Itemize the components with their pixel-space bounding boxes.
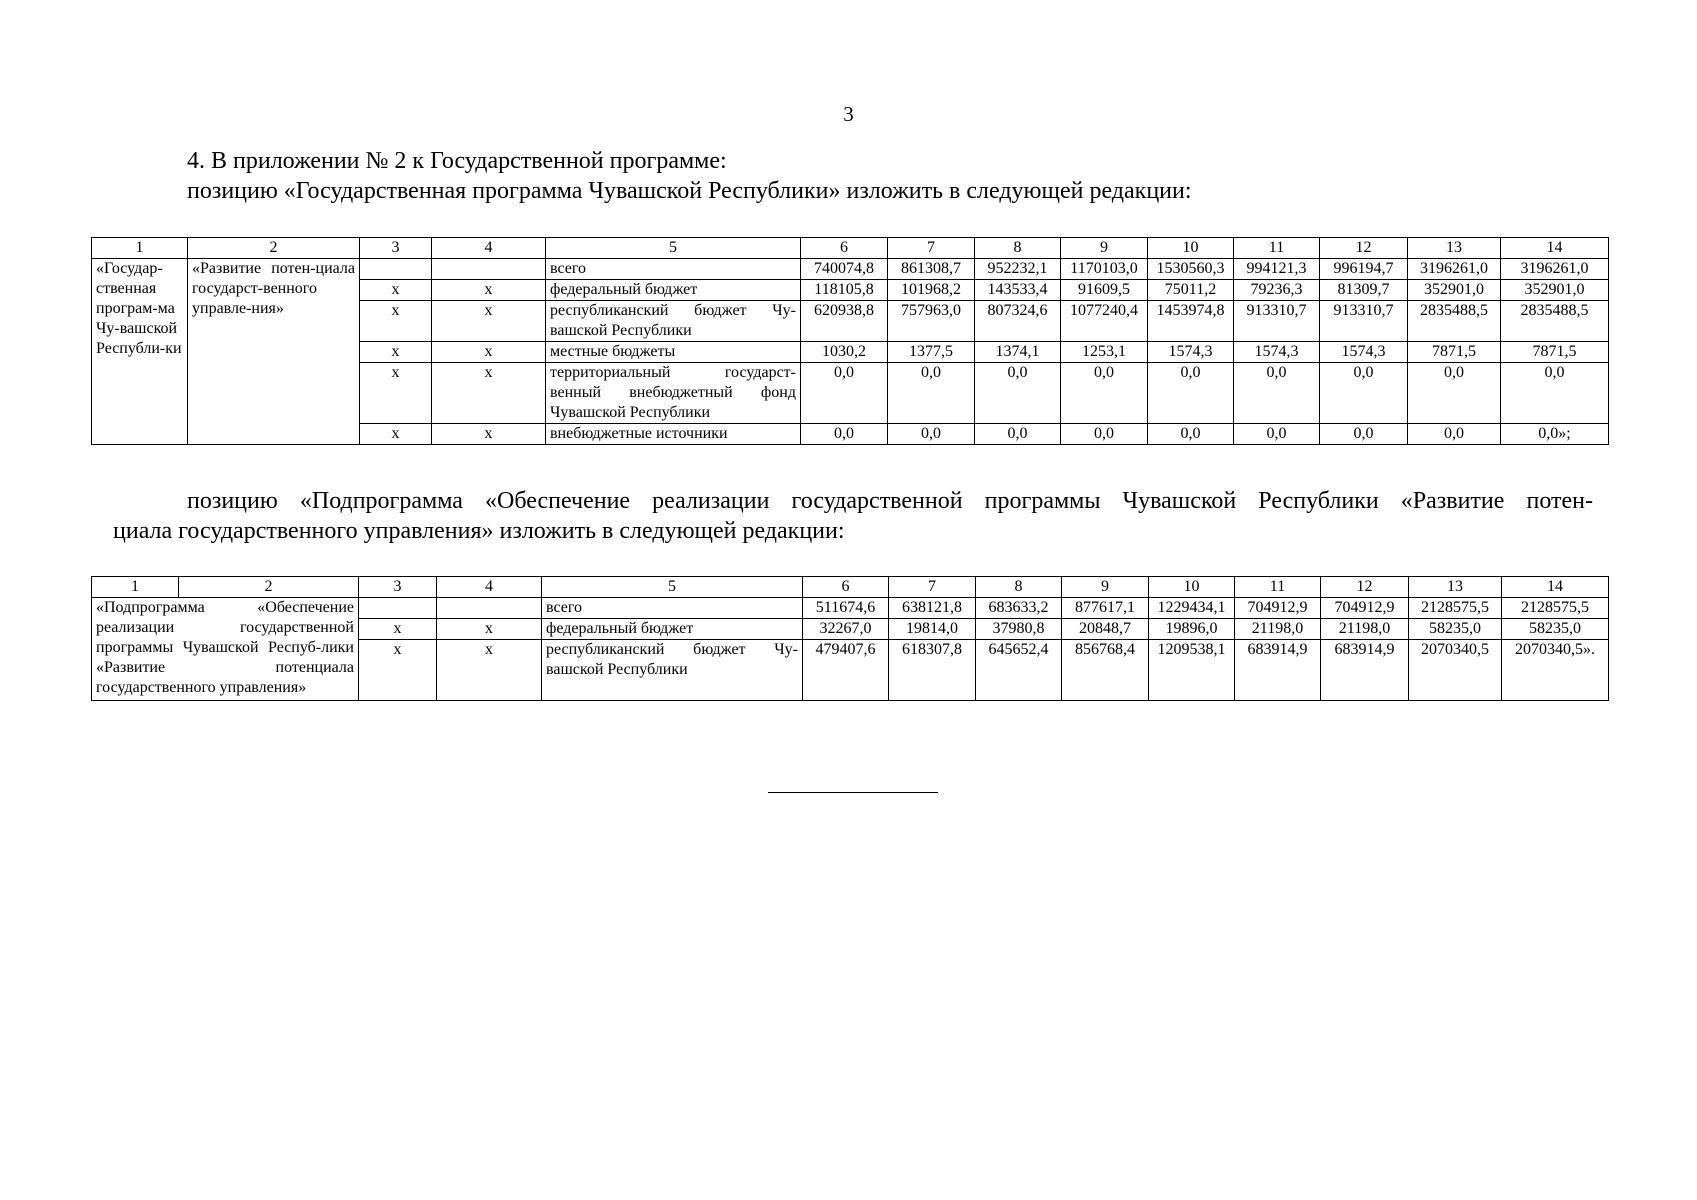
value-cell: 996194,7 [1320,259,1408,280]
cell-col3: х [359,619,437,640]
value-cell: 352901,0 [1501,280,1609,301]
value-cell: 1253,1 [1061,342,1148,363]
funding-source-cell: федеральный бюджет [546,280,801,301]
value-cell: 0,0 [975,363,1061,424]
cell-col3: х [360,342,432,363]
cell-col3: х [360,280,432,301]
cell-col4: х [437,640,542,701]
value-cell: 683914,9 [1235,640,1321,701]
column-header: 8 [975,238,1061,259]
cell-col4 [432,259,546,280]
value-cell: 0,0 [1408,363,1501,424]
column-header: 7 [889,577,976,598]
value-cell: 91609,5 [1061,280,1148,301]
value-cell: 0,0 [1408,424,1501,445]
value-cell: 32267,0 [803,619,889,640]
column-header: 6 [803,577,889,598]
program-name-cell: «Государ-ственная програм-ма Чу-вашской Республи-ки [92,259,188,445]
column-header: 3 [360,238,432,259]
cell-col3: х [360,363,432,424]
value-cell: 1453974,8 [1148,301,1234,342]
intro-line-1: 4. В приложении № 2 к Государственной программе: [187,148,727,174]
cell-col4: х [432,280,546,301]
value-cell: 81309,7 [1320,280,1408,301]
value-cell: 19814,0 [889,619,976,640]
value-cell: 645652,4 [976,640,1062,701]
value-cell: 0,0 [888,424,975,445]
value-cell: 0,0 [1234,363,1320,424]
value-cell: 1377,5 [888,342,975,363]
column-header: 9 [1061,238,1148,259]
value-cell: 740074,8 [801,259,888,280]
column-header: 4 [437,577,542,598]
funding-source-cell: территориальный государст-венный внебюджетный фонд Чувашской Республики [546,363,801,424]
value-cell: 479407,6 [803,640,889,701]
column-header: 11 [1234,238,1320,259]
value-cell: 0,0 [1061,363,1148,424]
cell-col3 [360,259,432,280]
value-cell: 118105,8 [801,280,888,301]
column-header: 3 [359,577,437,598]
cell-col3 [359,598,437,619]
value-cell: 0,0 [888,363,975,424]
value-cell: 0,0 [1061,424,1148,445]
page-number: 3 [843,102,854,126]
value-cell: 620938,8 [801,301,888,342]
value-cell: 1077240,4 [1061,301,1148,342]
value-cell: 807324,6 [975,301,1061,342]
value-cell: 20848,7 [1062,619,1149,640]
value-cell: 638121,8 [889,598,976,619]
value-cell: 2070340,5 [1409,640,1502,701]
value-cell: 0,0 [1320,363,1408,424]
funding-source-cell: всего [546,259,801,280]
cell-col4: х [432,424,546,445]
value-cell: 37980,8 [976,619,1062,640]
value-cell: 757963,0 [888,301,975,342]
value-cell: 861308,7 [888,259,975,280]
value-cell: 75011,2 [1148,280,1234,301]
subprogram-intro-line-1: позицию «Подпрограмма «Обеспечение реализации государственной программы Чувашской Республики «Развитие потен- [187,488,1593,514]
column-header: 11 [1235,577,1321,598]
value-cell: 0,0 [975,424,1061,445]
column-header: 1 [92,238,188,259]
value-cell: 2128575,5 [1409,598,1502,619]
table-row [92,598,1609,619]
value-cell: 21198,0 [1235,619,1321,640]
value-cell: 3196261,0 [1408,259,1501,280]
value-cell: 143533,4 [975,280,1061,301]
funding-source-cell: республиканский бюджет Чу-вашской Республики [542,640,803,701]
value-cell: 21198,0 [1321,619,1409,640]
column-header: 10 [1148,238,1234,259]
funding-source-cell: всего [542,598,803,619]
value-cell: 0,0 [801,363,888,424]
value-cell: 2835488,5 [1501,301,1609,342]
value-cell: 0,0 [1501,363,1609,424]
funding-source-cell: внебюджетные источники [546,424,801,445]
value-cell: 101968,2 [888,280,975,301]
cell-col4 [437,598,542,619]
column-header: 1 [92,577,179,598]
subprogram-intro-line-2: циала государственного управления» изложить в следующей редакции: [113,518,845,544]
column-header: 2 [188,238,360,259]
value-cell: 1170103,0 [1061,259,1148,280]
value-cell: 994121,3 [1234,259,1320,280]
value-cell: 704912,9 [1235,598,1321,619]
cell-col3: х [360,301,432,342]
column-header: 14 [1502,577,1609,598]
table-header-row [92,577,1609,598]
funding-source-cell: федеральный бюджет [542,619,803,640]
value-cell: 1374,1 [975,342,1061,363]
value-cell: 618307,8 [889,640,976,701]
table-header-row [92,238,1609,259]
value-cell: 3196261,0 [1501,259,1609,280]
value-cell: 58235,0 [1409,619,1502,640]
value-cell: 1574,3 [1148,342,1234,363]
value-cell: 19896,0 [1149,619,1235,640]
value-cell: 1030,2 [801,342,888,363]
value-cell: 2835488,5 [1408,301,1501,342]
column-header: 4 [432,238,546,259]
subprogram-intro [113,486,1593,546]
value-cell: 0,0 [1234,424,1320,445]
table-state-program [91,237,1609,445]
cell-col3: х [360,424,432,445]
value-cell: 79236,3 [1234,280,1320,301]
subprogram-name-cell: «Подпрограмма «Обеспечение реализации государственной программы Чувашской Респуб-лики «Развитие потенциала государственного управления» [92,598,359,701]
value-cell: 856768,4 [1062,640,1149,701]
column-header: 12 [1321,577,1409,598]
value-cell: 1574,3 [1234,342,1320,363]
column-header: 14 [1501,238,1609,259]
value-cell: 952232,1 [975,259,1061,280]
value-cell: 913310,7 [1234,301,1320,342]
value-cell: 0,0 [1320,424,1408,445]
cell-col4: х [437,619,542,640]
column-header: 6 [801,238,888,259]
table-subprogram [91,576,1609,701]
closing-divider [768,792,938,793]
table-row [92,259,1609,280]
value-cell: 877617,1 [1062,598,1149,619]
cell-col4: х [432,342,546,363]
value-cell: 1530560,3 [1148,259,1234,280]
value-cell: 683914,9 [1321,640,1409,701]
column-header: 13 [1409,577,1502,598]
column-header: 9 [1062,577,1149,598]
value-cell: 7871,5 [1501,342,1609,363]
value-cell: 511674,6 [803,598,889,619]
column-header: 5 [542,577,803,598]
column-header: 7 [888,238,975,259]
value-cell: 0,0 [1148,363,1234,424]
value-cell: 913310,7 [1320,301,1408,342]
column-header: 8 [976,577,1062,598]
value-cell: 1574,3 [1320,342,1408,363]
value-cell: 0,0 [801,424,888,445]
value-cell: 683633,2 [976,598,1062,619]
cell-col4: х [432,363,546,424]
intro-block [187,146,1192,206]
value-cell: 1229434,1 [1149,598,1235,619]
column-header: 12 [1320,238,1408,259]
value-cell: 704912,9 [1321,598,1409,619]
value-cell: 58235,0 [1502,619,1609,640]
value-cell: 7871,5 [1408,342,1501,363]
cell-col4: х [432,301,546,342]
intro-line-2: позицию «Государственная программа Чувашской Республики» изложить в следующей редакции: [187,178,1192,204]
program-title-cell: «Развитие потен-циала государст-венного управле-ния» [188,259,360,445]
column-header: 5 [546,238,801,259]
value-cell: 1209538,1 [1149,640,1235,701]
value-cell: 0,0 [1148,424,1234,445]
funding-source-cell: местные бюджеты [546,342,801,363]
value-cell: 0,0»; [1501,424,1609,445]
column-header: 13 [1408,238,1501,259]
value-cell: 352901,0 [1408,280,1501,301]
column-header: 10 [1149,577,1235,598]
column-header: 2 [179,577,359,598]
cell-col3: х [359,640,437,701]
value-cell: 2128575,5 [1502,598,1609,619]
value-cell: 2070340,5». [1502,640,1609,701]
funding-source-cell: республиканский бюджет Чу-вашской Республики [546,301,801,342]
